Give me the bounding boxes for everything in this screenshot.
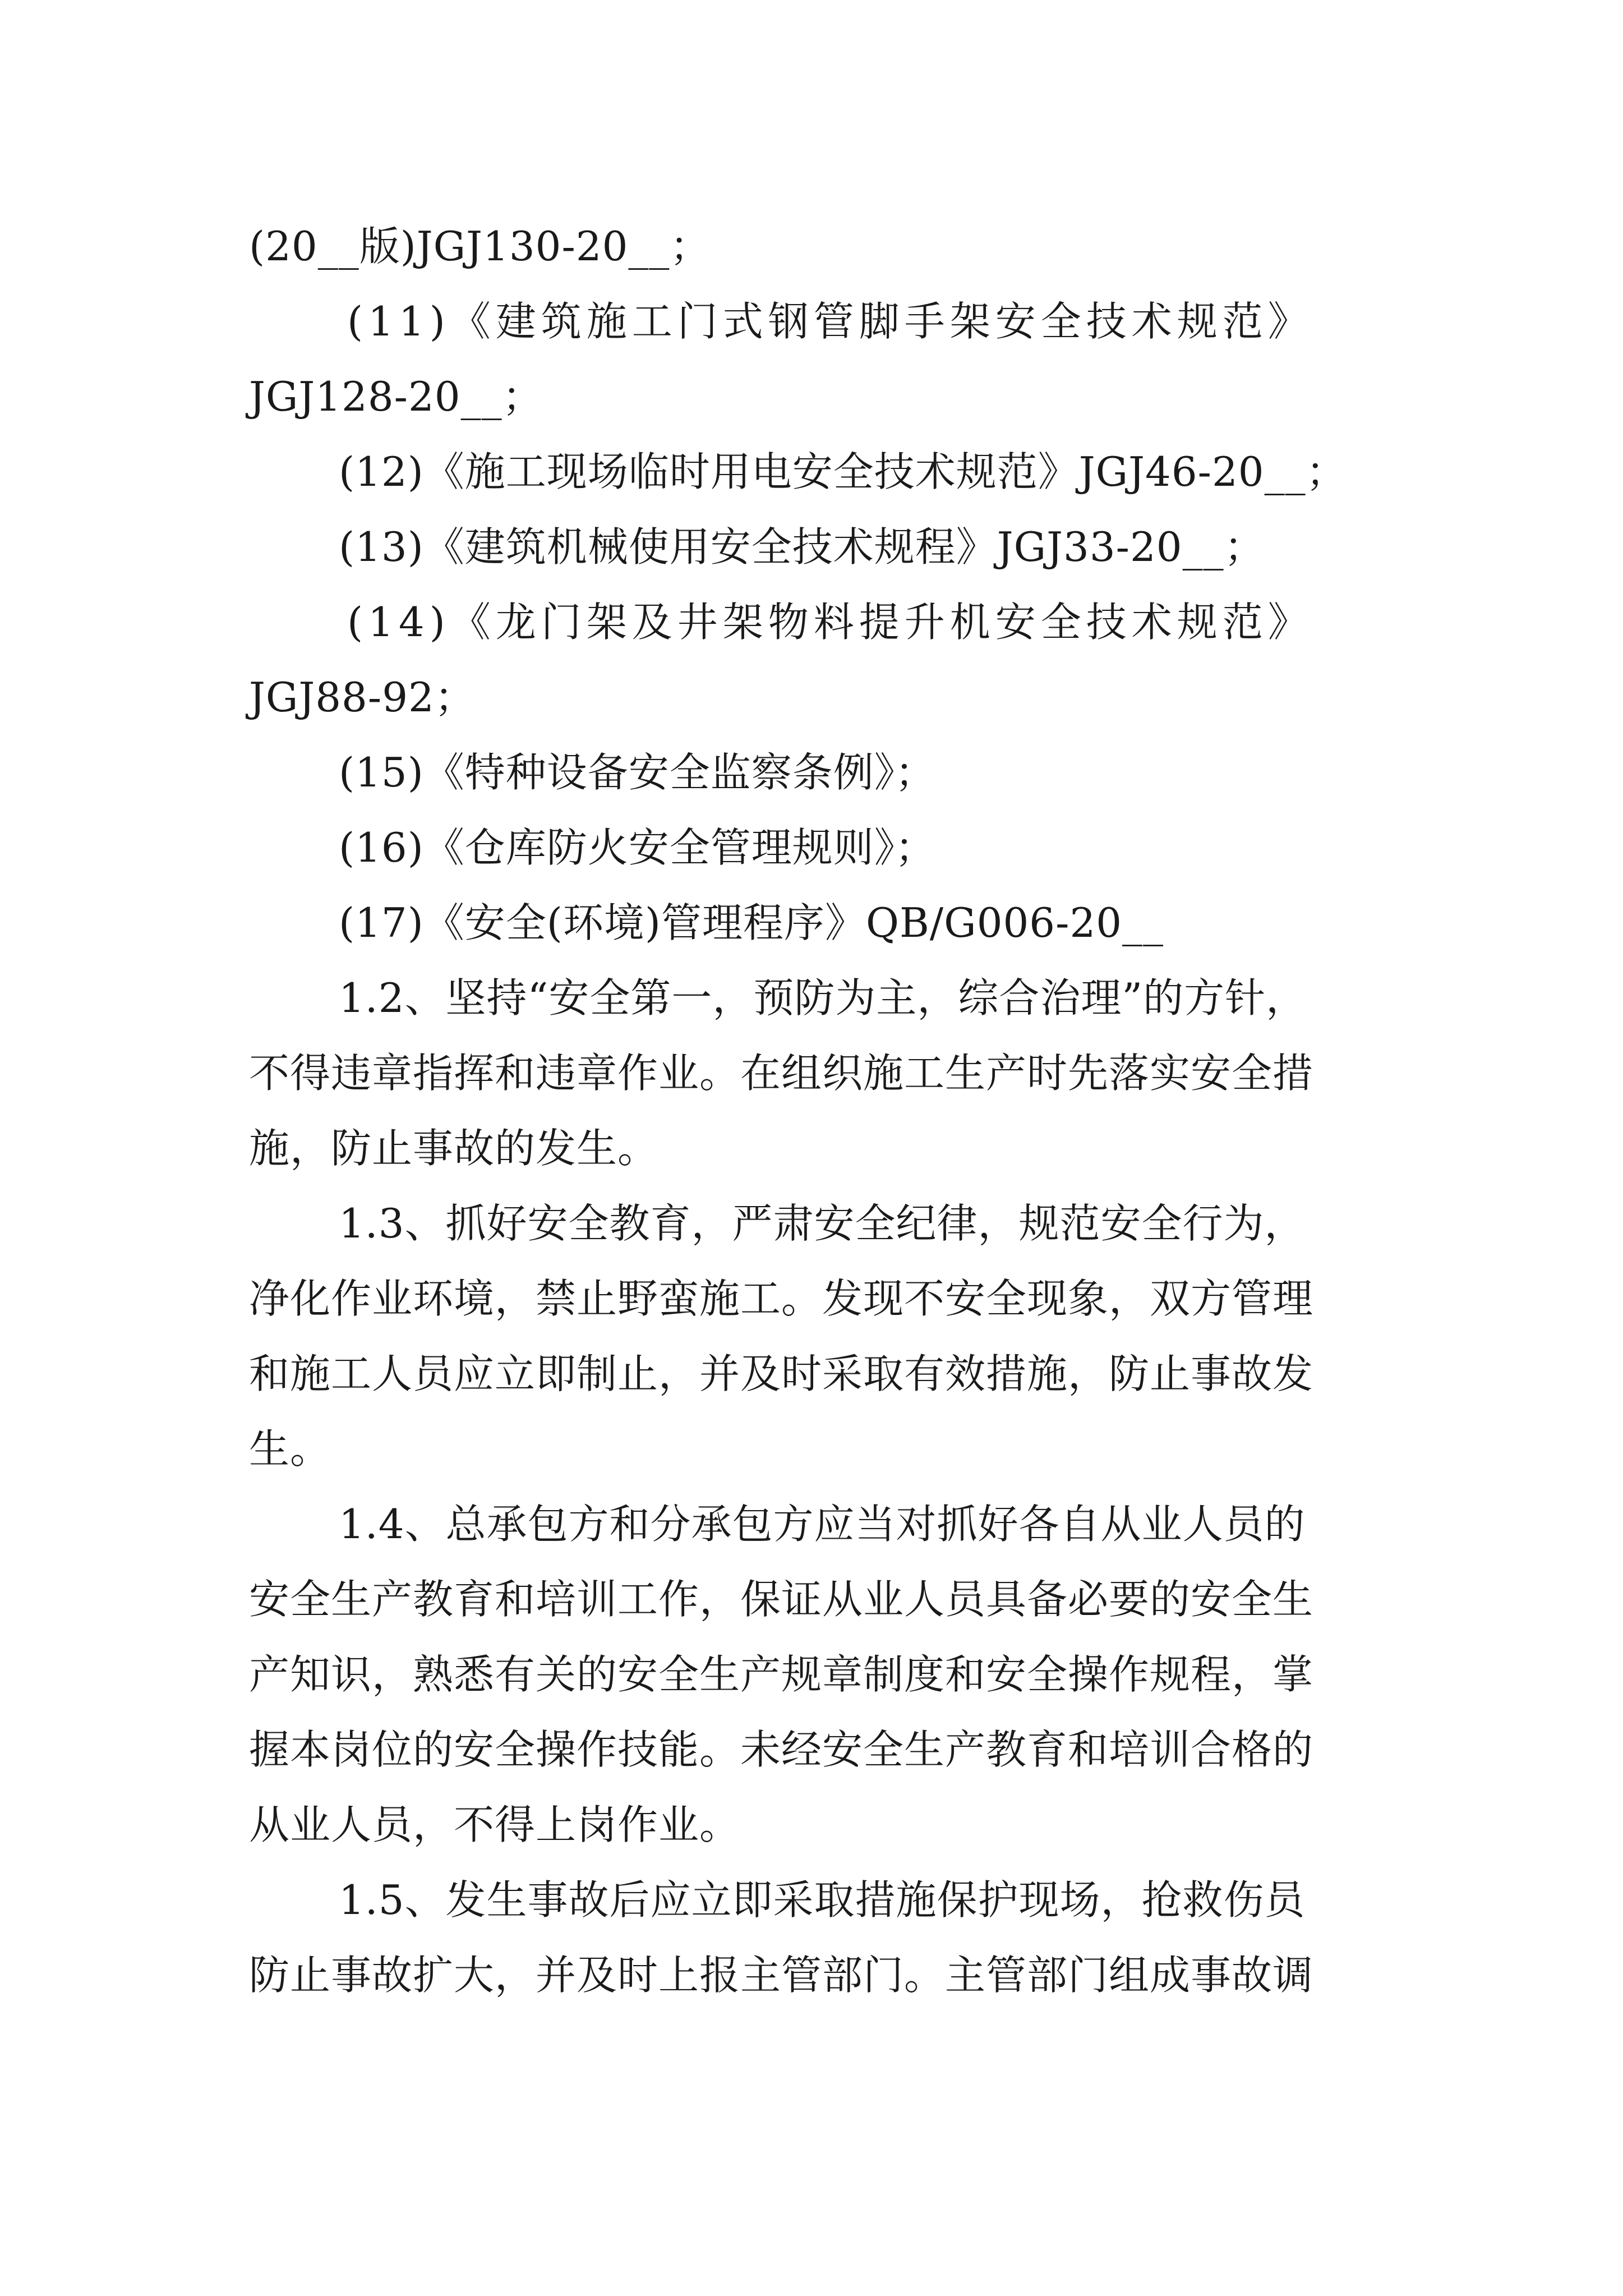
text-line: 和施工人员应立即制止，并及时采取有效措施，防止事故发 <box>249 1350 1314 1397</box>
text-line: 1.4、总承包方和分承包方应当对抓好各自从业人员的 <box>339 1501 1306 1548</box>
text-line: JGJ88-92； <box>249 674 476 721</box>
text-line: 安全生产教育和培训工作，保证从业人员具备必要的安全生 <box>249 1576 1314 1623</box>
text-line: (12)《施工现场临时用电安全技术规范》JGJ46-20__； <box>339 448 1347 495</box>
text-line: 生。 <box>249 1425 331 1473</box>
text-line: (11)《建筑施工门式钢管脚手架安全技术规范》 <box>347 298 1313 345</box>
text-line: 1.5、发生事故后应立即采取措施保护现场，抢救伤员 <box>339 1876 1306 1924</box>
text-line: (20__版)JGJ130-20__； <box>249 223 711 270</box>
text-line: (16)《仓库防火安全管理规则》； <box>339 824 936 871</box>
text-line: 1.2、坚持“安全第一，预防为主，综合治理”的方针， <box>339 974 1307 1022</box>
text-line: 产知识，熟悉有关的安全生产规章制度和安全操作规程，掌 <box>249 1651 1314 1698</box>
text-line: 不得违章指挥和违章作业。在组织施工生产时先落实安全措 <box>249 1050 1314 1097</box>
text-line: 净化作业环境，禁止野蛮施工。发现不安全现象，双方管理 <box>249 1275 1314 1322</box>
text-line: 握本岗位的安全操作技能。未经安全生产教育和培训合格的 <box>249 1726 1314 1773</box>
text-line: 防止事故扩大，并及时上报主管部门。主管部门组成事故调 <box>249 1952 1314 1999</box>
text-line: JGJ128-20__； <box>249 373 543 420</box>
text-line: (17)《安全(环境)管理程序》QB/G006-20__ <box>339 899 1164 946</box>
text-line: 1.3、抓好安全教育，严肃安全纪律，规范安全行为， <box>339 1200 1306 1247</box>
text-line: 施，防止事故的发生。 <box>249 1125 659 1172</box>
text-line: (14)《龙门架及井架物料提升机安全技术规范》 <box>347 599 1313 646</box>
text-line: 从业人员，不得上岗作业。 <box>249 1801 741 1848</box>
document-body <box>249 209 1387 2013</box>
text-line: (13)《建筑机械使用安全技术规程》JGJ33-20__； <box>339 523 1265 570</box>
text-line: (15)《特种设备安全监察条例》； <box>339 749 936 796</box>
